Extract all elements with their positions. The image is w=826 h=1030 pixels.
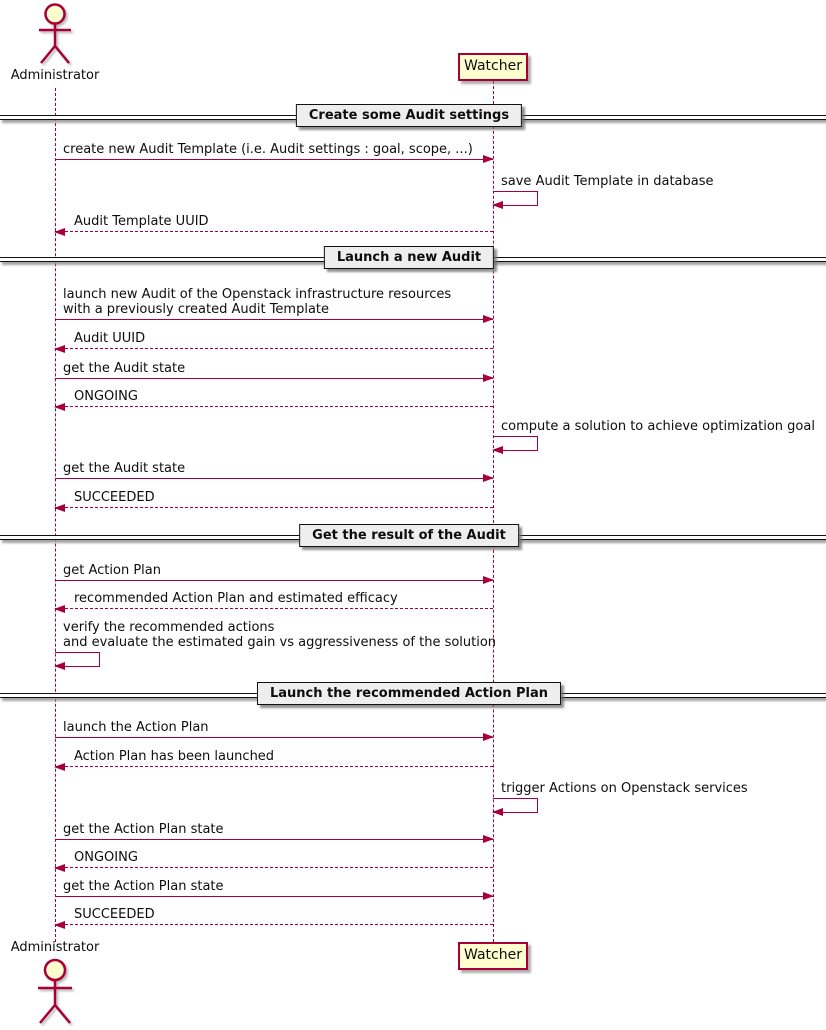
arrowhead-right-icon	[483, 576, 494, 584]
arrowhead-left-icon	[54, 345, 65, 353]
arrowhead-right-icon	[483, 315, 494, 323]
arrowhead-left-icon	[54, 403, 65, 411]
message-get-audit-state: get the Audit state	[55, 361, 493, 379]
divider-title: Get the result of the Audit	[299, 524, 519, 547]
self-message-save-audit-template: save Audit Template in database	[493, 174, 714, 206]
divider-title: Launch the recommended Action Plan	[257, 682, 561, 705]
message-get-action-plan-state-2: get the Action Plan state	[55, 879, 493, 897]
message-recommended-action-plan: recommended Action Plan and estimated efficacy	[55, 591, 493, 609]
watcher-participant-bottom: Watcher	[458, 942, 528, 970]
self-loop	[55, 652, 100, 667]
message-action-plan-succeeded: SUCCEEDED	[55, 907, 493, 925]
arrowhead-right-icon	[483, 474, 494, 482]
arrowhead-left-icon	[54, 864, 65, 872]
arrow-line	[55, 378, 493, 379]
message-audit-template-uuid: Audit Template UUID	[55, 214, 493, 232]
return-line	[55, 608, 493, 609]
administrator-label-bottom: Administrator	[10, 940, 100, 955]
arrow-line	[55, 319, 493, 320]
message-create-audit-template: create new Audit Template (i.e. Audit settings : goal, scope, ...)	[55, 142, 493, 160]
return-line	[55, 406, 493, 407]
actor-icon	[35, 2, 75, 66]
return-line	[55, 766, 493, 767]
message-audit-uuid: Audit UUID	[55, 331, 493, 349]
message-get-action-plan-state: get the Action Plan state	[55, 822, 493, 840]
arrowhead-left-icon	[492, 201, 503, 209]
message-succeeded: SUCCEEDED	[55, 490, 493, 508]
arrowhead-right-icon	[483, 835, 494, 843]
self-message-compute-solution: compute a solution to achieve optimization goal	[493, 419, 815, 451]
self-loop	[493, 436, 538, 451]
message-action-plan-ongoing: ONGOING	[55, 850, 493, 868]
self-loop	[493, 798, 538, 813]
return-line	[55, 924, 493, 925]
divider-title: Launch a new Audit	[324, 246, 494, 269]
arrowhead-left-icon	[54, 921, 65, 929]
return-line	[55, 231, 493, 232]
divider-create-audit-settings	[0, 108, 826, 123]
arrowhead-left-icon	[54, 228, 65, 236]
arrowhead-right-icon	[483, 155, 494, 163]
divider-get-result	[0, 528, 826, 543]
arrowhead-right-icon	[483, 892, 494, 900]
divider-title: Create some Audit settings	[296, 104, 522, 127]
arrow-line	[55, 159, 493, 160]
watcher-participant-top: Watcher	[458, 53, 528, 81]
message-ongoing: ONGOING	[55, 389, 493, 407]
arrowhead-right-icon	[483, 374, 494, 382]
return-line	[55, 507, 493, 508]
arrow-line	[55, 737, 493, 738]
return-line	[55, 867, 493, 868]
arrowhead-left-icon	[54, 763, 65, 771]
arrowhead-right-icon	[483, 733, 494, 741]
arrow-line	[55, 580, 493, 581]
arrowhead-left-icon	[54, 504, 65, 512]
return-line	[55, 348, 493, 349]
arrowhead-left-icon	[54, 605, 65, 613]
arrow-line	[55, 839, 493, 840]
arrowhead-left-icon	[492, 808, 503, 816]
arrowhead-left-icon	[492, 446, 503, 454]
message-launch-action-plan: launch the Action Plan	[55, 720, 493, 738]
message-get-audit-state-2: get the Audit state	[55, 461, 493, 479]
message-action-plan-launched: Action Plan has been launched	[55, 749, 493, 767]
message-launch-new-audit: launch new Audit of the Openstack infrastructure resources with a previously created Audit Template	[55, 287, 493, 320]
self-message-trigger-actions: trigger Actions on Openstack services	[493, 781, 748, 813]
administrator-label-top: Administrator	[10, 68, 100, 83]
arrow-line	[55, 896, 493, 897]
arrow-line	[55, 478, 493, 479]
self-loop	[493, 191, 538, 206]
divider-launch-new-audit	[0, 250, 826, 265]
divider-launch-action-plan	[0, 686, 826, 701]
self-message-verify-actions: verify the recommended actions and evaluate the estimated gain vs aggressiveness of the solution	[55, 620, 496, 667]
arrowhead-left-icon	[54, 662, 65, 670]
message-get-action-plan: get Action Plan	[55, 563, 493, 581]
actor-icon	[35, 958, 75, 1026]
